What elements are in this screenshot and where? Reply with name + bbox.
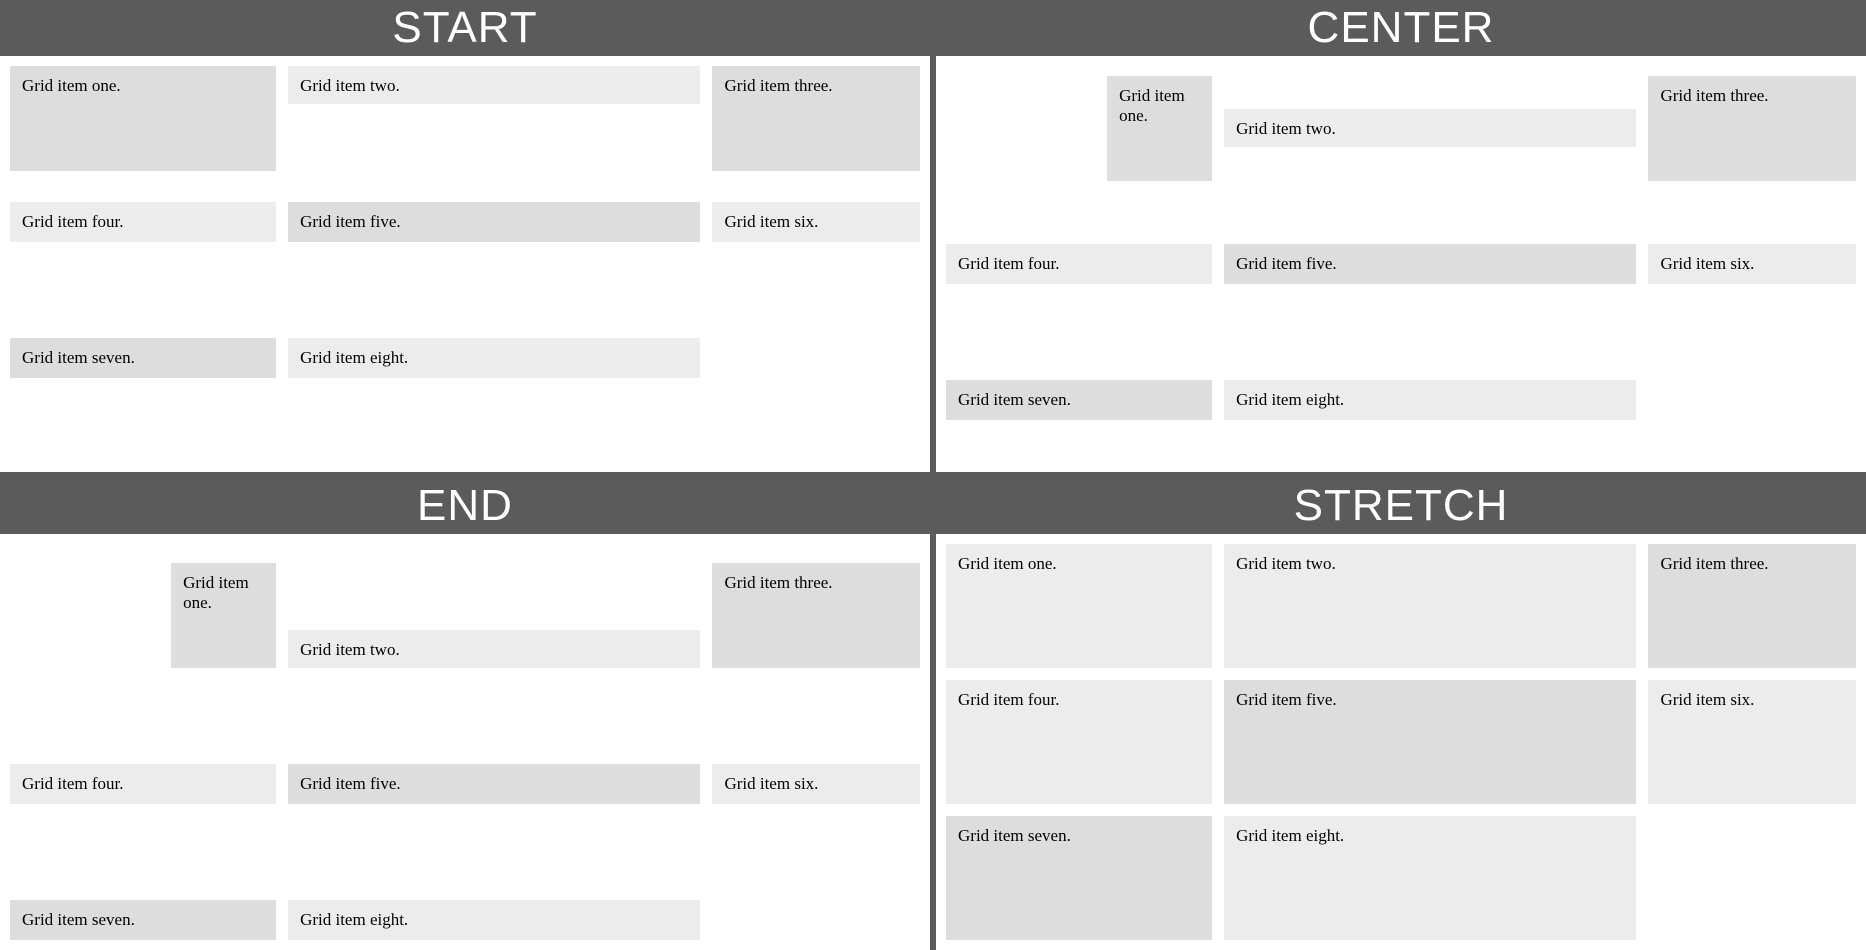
panel-title-end: END <box>0 478 930 534</box>
grid-item: Grid item six. <box>1648 244 1856 284</box>
grid-item: Grid item six. <box>1648 680 1856 804</box>
grid-item: Grid item one. <box>10 66 276 171</box>
grid-start <box>10 66 920 462</box>
panel-end <box>0 478 930 950</box>
grid-item: Grid item seven. <box>10 338 276 378</box>
grid-item: Grid item eight. <box>288 900 700 940</box>
grid-item: Grid item two. <box>288 66 700 104</box>
grid-item: Grid item five. <box>288 202 700 242</box>
panel-title-start: START <box>0 0 930 56</box>
grid-item: Grid item one. <box>171 563 276 668</box>
grid-item: Grid item one. <box>946 544 1212 668</box>
grid-item: Grid item four. <box>10 202 276 242</box>
grid-item: Grid item three. <box>712 563 920 668</box>
grid-item: Grid item six. <box>712 202 920 242</box>
panel-title-stretch: STRETCH <box>936 478 1866 534</box>
grid-item: Grid item six. <box>712 764 920 804</box>
grid-item: Grid item four. <box>946 244 1212 284</box>
panel-title-center: CENTER <box>936 0 1866 56</box>
grid-container-end <box>0 534 930 950</box>
grid-container-center <box>936 56 1866 472</box>
grid-item: Grid item three. <box>712 66 920 171</box>
grid-item: Grid item two. <box>1224 109 1636 147</box>
grid-container-stretch <box>936 534 1866 950</box>
grid-item: Grid item seven. <box>946 816 1212 940</box>
grid-item: Grid item three. <box>1648 76 1856 181</box>
grid-item: Grid item eight. <box>1224 816 1636 940</box>
grid-end <box>10 544 920 940</box>
grid-container-start <box>0 56 930 472</box>
grid-item: Grid item one. <box>1107 76 1212 181</box>
panel-center <box>936 0 1866 472</box>
grid-item: Grid item five. <box>1224 680 1636 804</box>
grid-item: Grid item two. <box>1224 544 1636 668</box>
grid-item: Grid item five. <box>288 764 700 804</box>
grid-item: Grid item two. <box>288 630 700 668</box>
grid-item: Grid item three. <box>1648 544 1856 668</box>
grid-item: Grid item four. <box>10 764 276 804</box>
grid-item: Grid item seven. <box>10 900 276 940</box>
grid-item: Grid item four. <box>946 680 1212 804</box>
grid-stretch <box>946 544 1856 940</box>
panel-start <box>0 0 930 472</box>
grid-item: Grid item eight. <box>1224 380 1636 420</box>
grid-item: Grid item eight. <box>288 338 700 378</box>
panel-stretch <box>936 478 1866 950</box>
grid-item: Grid item five. <box>1224 244 1636 284</box>
grid-item: Grid item seven. <box>946 380 1212 420</box>
grid-center <box>946 66 1856 462</box>
